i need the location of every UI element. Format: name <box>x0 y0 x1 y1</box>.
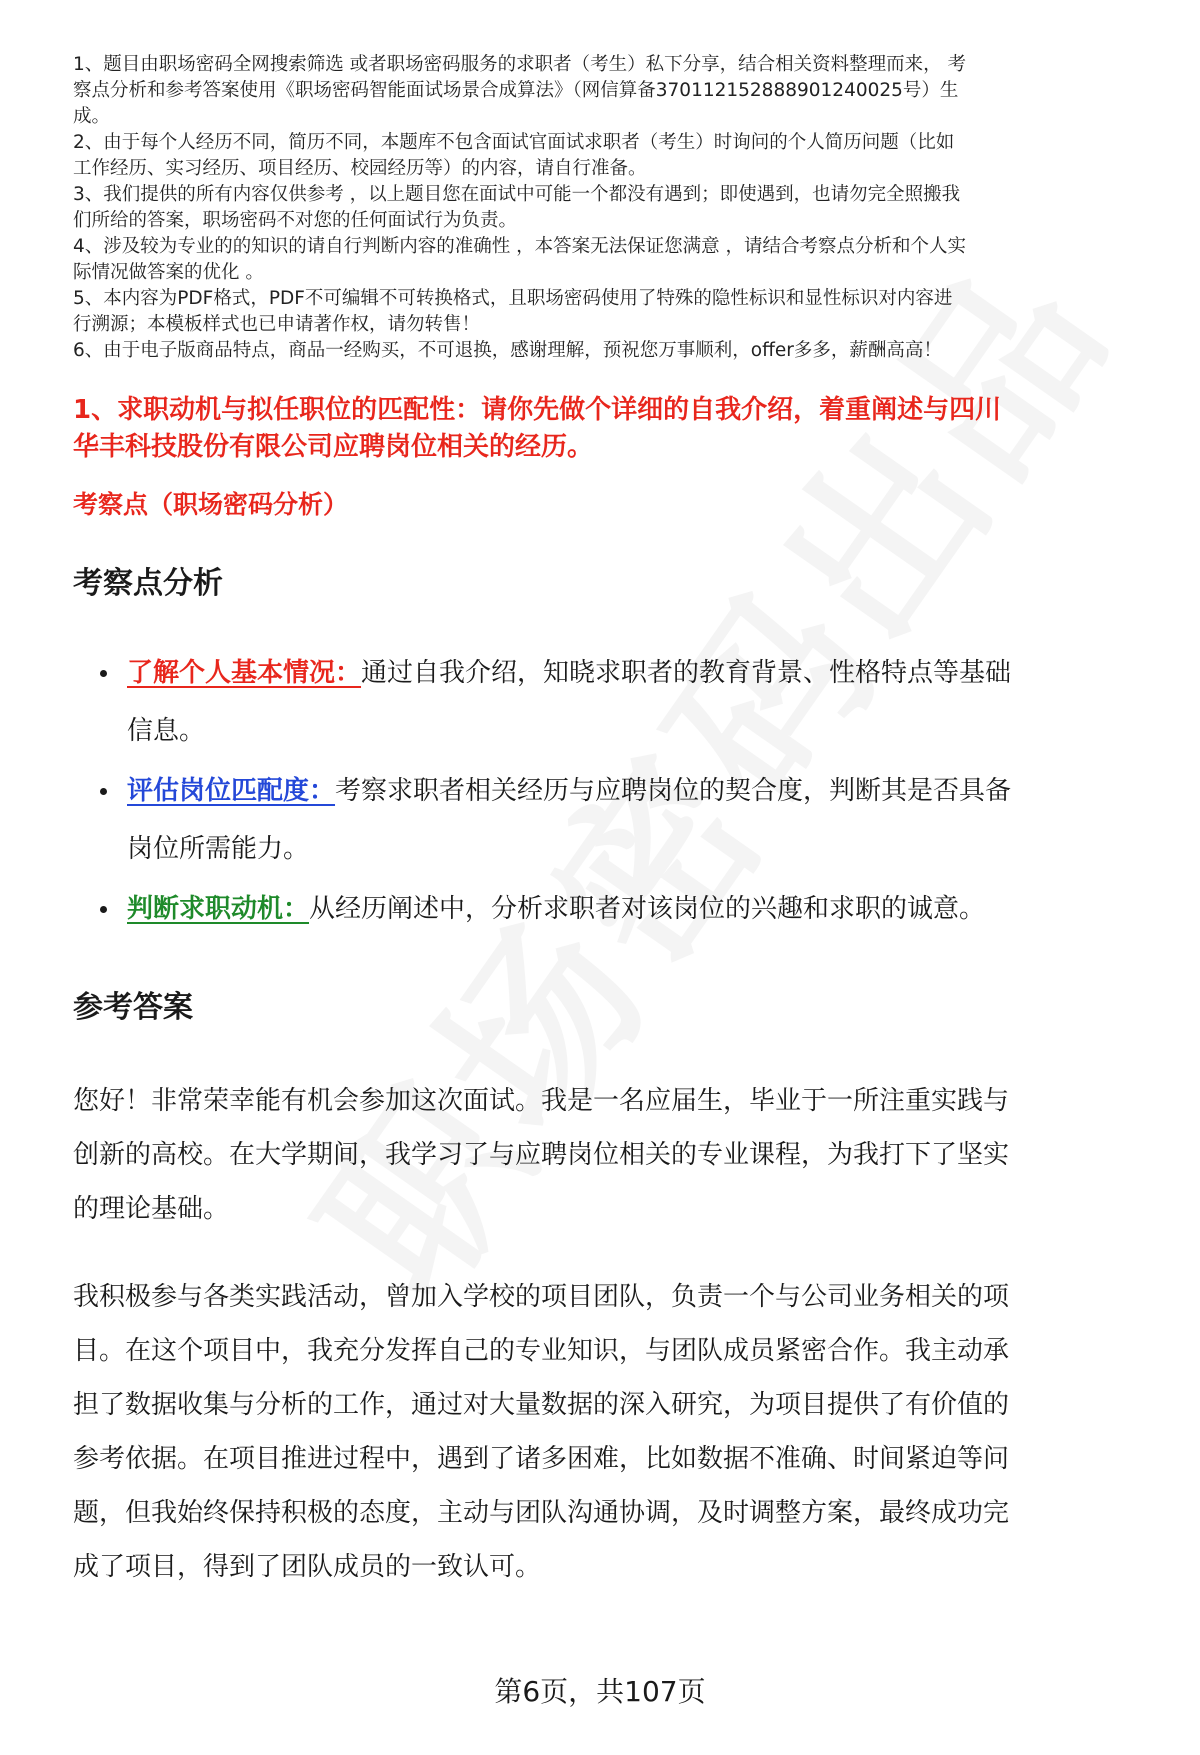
note-line: 行溯源；本模板样式也已申请著作权，请勿转售！ <box>73 314 481 335</box>
answer-paragraph <box>73 1270 1145 1594</box>
analysis-item-text: 信息。 <box>127 716 206 746</box>
analysis-item-lead: 了解个人基本情况： <box>127 658 362 688</box>
note-line: 察点分析和参考答案使用《职场密码智能面试场景合成算法》（网信算备370112152888901240025号）生 <box>73 80 959 101</box>
answer-line: 成了项目，得到了团队成员的一致认可。 <box>73 1552 542 1582</box>
page-number: 第6页，共107页 <box>494 1675 706 1708</box>
answer-line: 担了数据收集与分析的工作，通过对大量数据的深入研究，为项目提供了有价值的 <box>73 1390 1010 1420</box>
note-line: 5、本内容为PDF格式，PDF不可编辑不可转换格式，且职场密码使用了特殊的隐性标识和显性标识对内容进 <box>73 288 953 309</box>
analysis-item-text: 考察求职者相关经历与应聘岗位的契合度，判断其是否具备 <box>335 776 1012 806</box>
answer-line: 题，但我始终保持积极的态度，主动与团队沟通协调，及时调整方案，最终成功完 <box>73 1498 1010 1528</box>
analysis-item-lead: 判断求职动机： <box>127 894 310 924</box>
analysis-item <box>73 644 1145 760</box>
answer-line: 您好！非常荣幸能有机会参加这次面试。我是一名应届生，毕业于一所注重实践与 <box>73 1086 1010 1116</box>
question-line: 华丰科技股份有限公司应聘岗位相关的经历。 <box>73 432 594 462</box>
answer-line: 的理论基础。 <box>73 1194 230 1224</box>
note-line: 际情况做答案的优化 。 <box>73 262 264 283</box>
note-line: 3、我们提供的所有内容仅供参考 ，以上题目您在面试中可能一个都没有遇到；即使遇到，也请勿完全照搬我 <box>73 184 961 205</box>
analysis-item-text: 通过自我介绍，知晓求职者的教育背景、性格特点等基础 <box>361 658 1012 688</box>
question-line: 1、求职动机与拟任职位的匹配性：请你先做个详细的自我介绍，着重阐述与四川 <box>73 395 1002 425</box>
analysis-item-lead: 评估岗位匹配度： <box>127 776 336 806</box>
exam-point-label: 考察点（职场密码分析） <box>73 490 349 519</box>
note-line: 成。 <box>73 106 111 127</box>
answer-line: 目。在这个项目中，我充分发挥自己的专业知识，与团队成员紧密合作。我主动承 <box>73 1336 1010 1366</box>
answer-paragraph <box>73 1074 1145 1236</box>
answer-title: 参考答案 <box>73 990 193 1025</box>
note-line: 4、涉及较为专业的的知识的请自行判断内容的准确性 ，本答案无法保证您满意 ，请结合考察点分析和个人实 <box>73 236 967 257</box>
answer-line: 参考依据。在项目推进过程中，遇到了诸多困难，比如数据不准确、时间紧迫等问 <box>73 1444 1010 1474</box>
answer-line: 创新的高校。在大学期间，我学习了与应聘岗位相关的专业课程，为我打下了坚实 <box>73 1140 1010 1170</box>
analysis-title: 考察点分析 <box>73 566 223 601</box>
analysis-item-text: 岗位所需能力。 <box>127 834 310 864</box>
analysis-list <box>73 644 1145 938</box>
question-heading <box>73 392 1145 466</box>
document-page <box>73 52 1145 1594</box>
note-line: 工作经历、实习经历、项目经历、校园经历等）的内容，请自行准备。 <box>73 158 647 179</box>
answer-line: 我积极参与各类实践活动，曾加入学校的项目团队，负责一个与公司业务相关的项 <box>73 1282 1010 1312</box>
bullet-dot <box>100 788 107 795</box>
note-line: 1、题目由职场密码全网搜索筛选 或者职场密码服务的求职者（考生）私下分享，结合相关资料整理而来， 考 <box>73 54 967 75</box>
analysis-item <box>73 762 1145 878</box>
analysis-item-text: 从经历阐述中，分析求职者对该岗位的兴趣和求职的诚意。 <box>309 894 986 924</box>
bullet-dot <box>100 906 107 913</box>
note-line: 6、由于电子版商品特点，商品一经购买，不可退换，感谢理解，预祝您万事顺利，offer多多，薪酬高高！ <box>73 340 942 361</box>
disclaimer-notes <box>73 52 1145 364</box>
analysis-item <box>73 880 1145 938</box>
bullet-dot <box>100 670 107 677</box>
note-line: 2、由于每个人经历不同，简历不同，本题库不包含面试官面试求职者（考生）时询问的个人简历问题（比如 <box>73 132 955 153</box>
note-line: 们所给的答案，职场密码不对您的任何面试行为负责。 <box>73 210 518 231</box>
